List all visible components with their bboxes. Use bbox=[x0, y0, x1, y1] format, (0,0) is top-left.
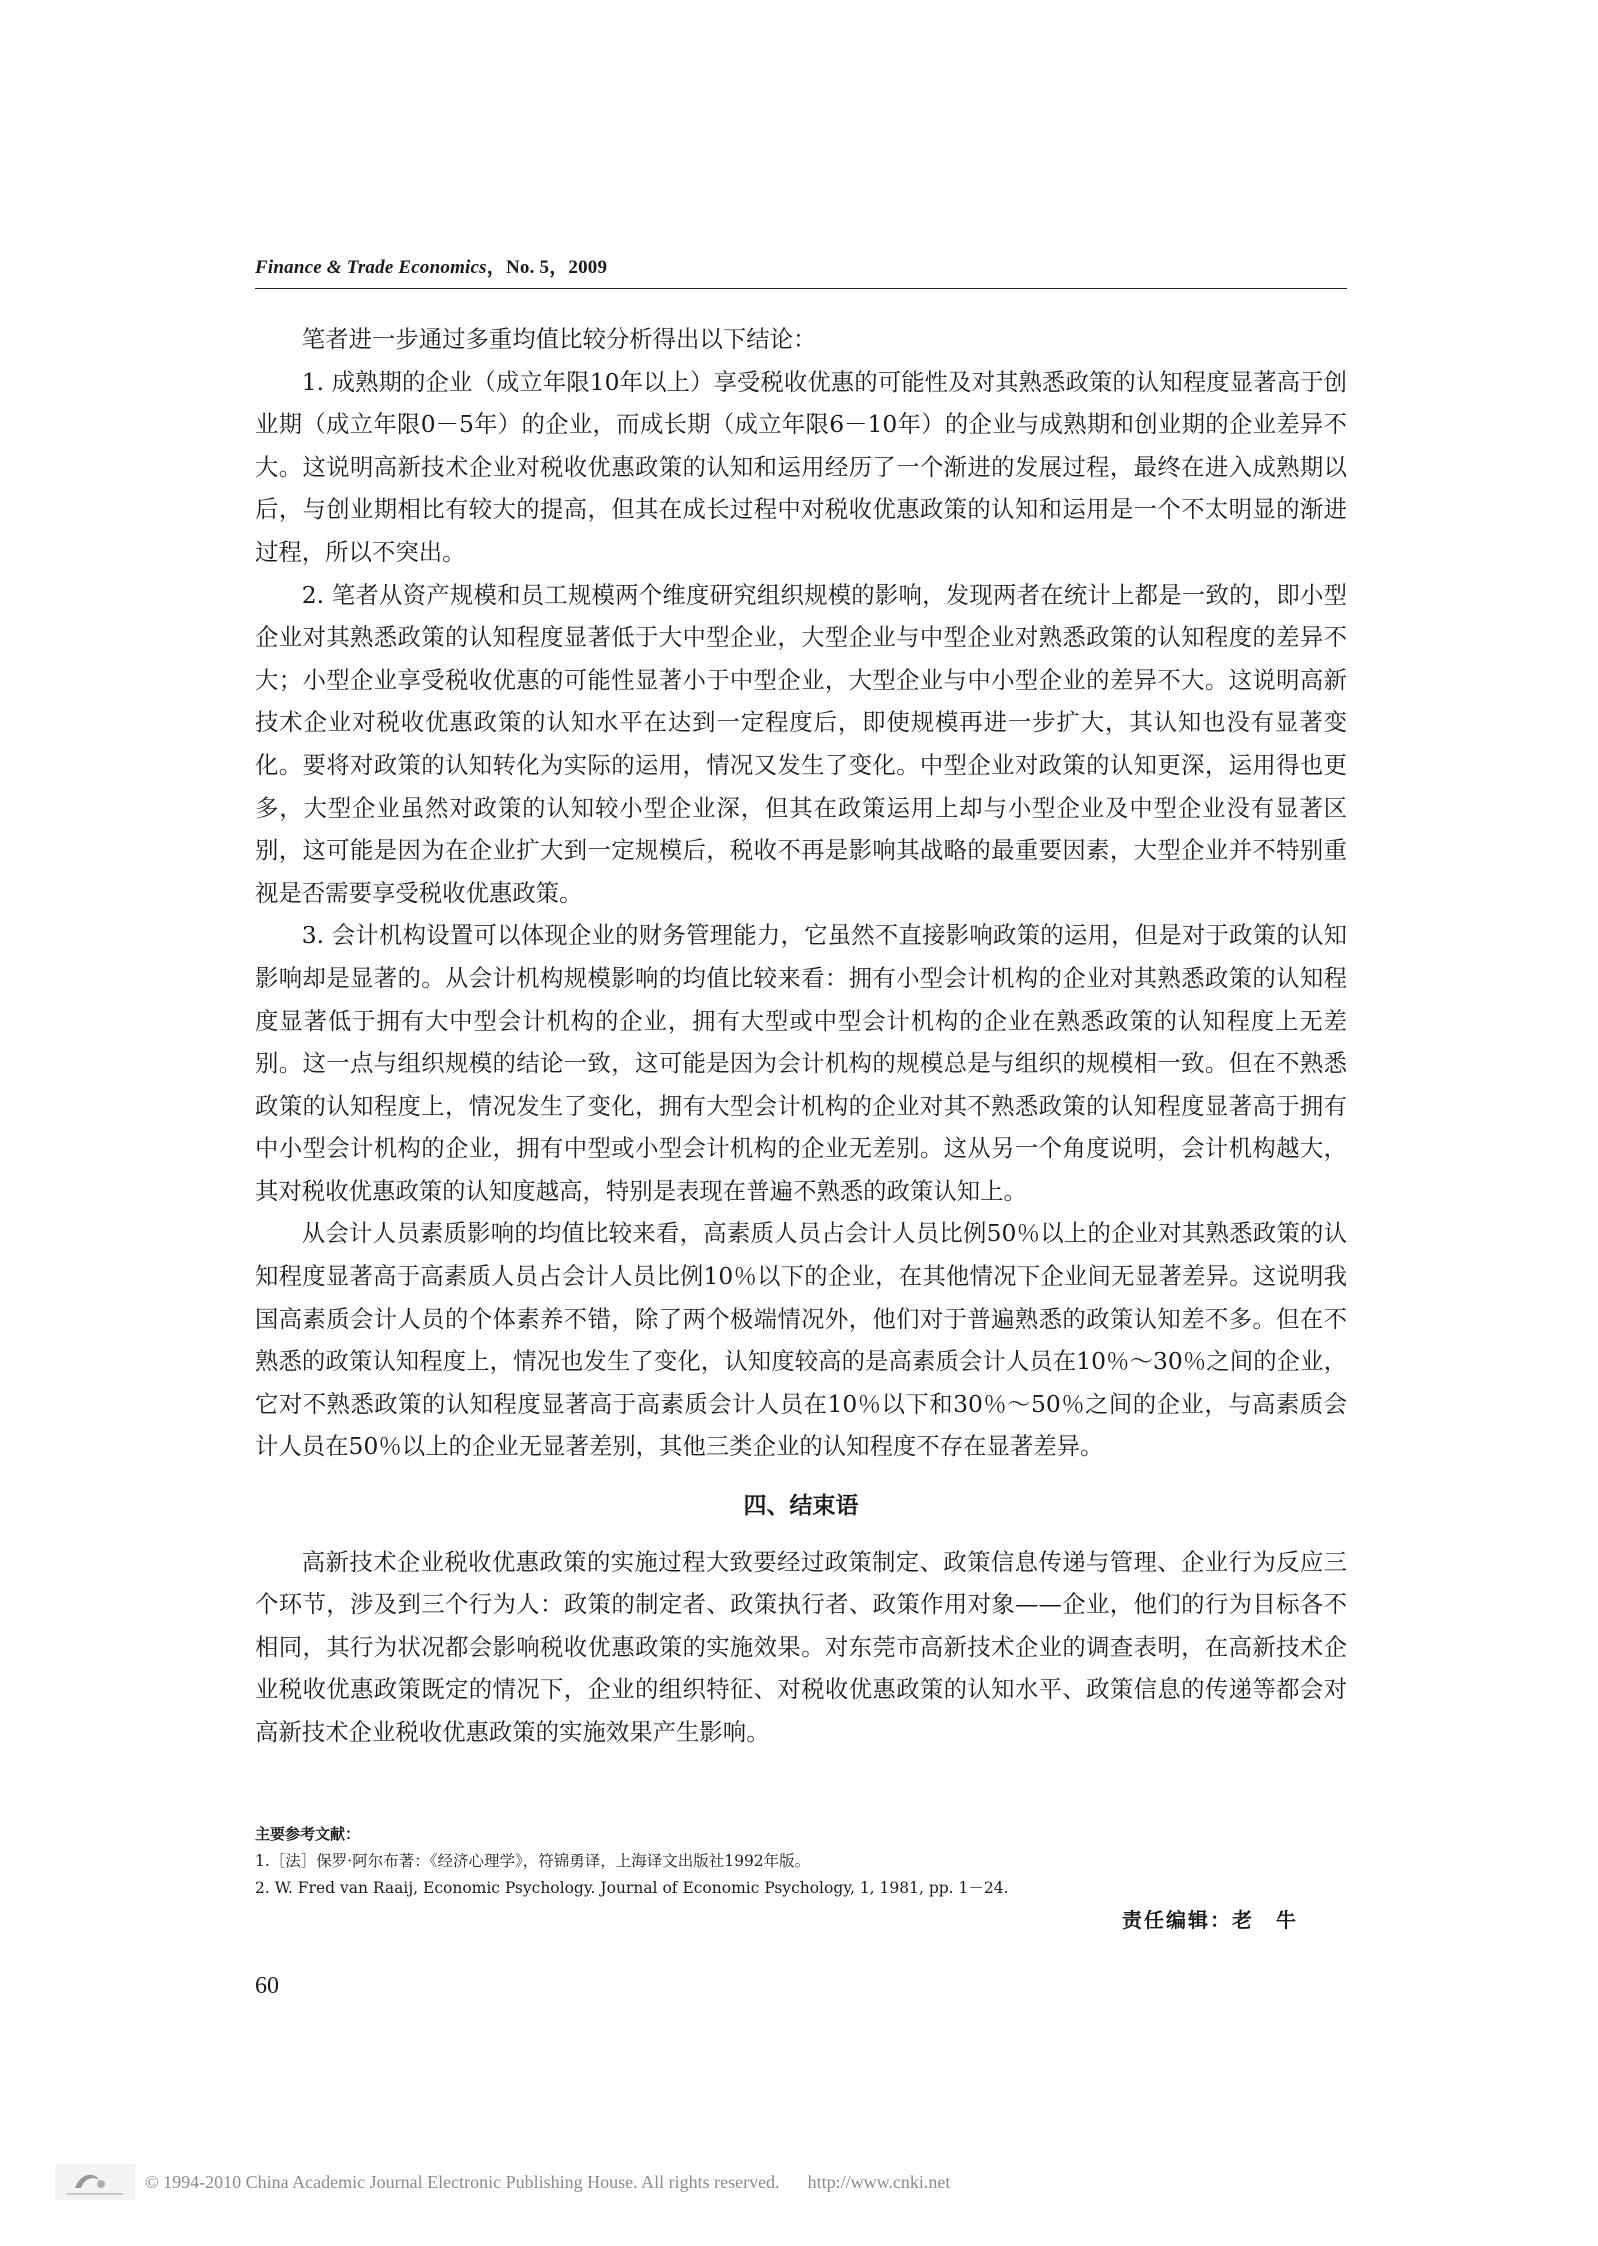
paragraph-accounting-staff: 从会计人员素质影响的均值比较来看，高素质人员占会计人员比例50％以上的企业对其熟悉政策的认知程度显著高于高素质人员占会计人员比例10％以下的企业，在其他情况下企业间无显著差异。这说明我国高素质会计人员的个体素养不错，除了两个极端情况外，他们对于普遍熟悉的政策认知差不多。但在不熟悉的政策认知程度上，情况也发生了变化，认知度较高的是高素质会计人员在10％～30％之间的企业，它对不熟悉政策的认知程度显著高于高素质会计人员在10％以下和30％～50％之间的企业，与高素质会计人员在50％以上的企业无显著差别，其他三类企业的认知程度不存在显著差异。 bbox=[255, 1219, 1347, 1461]
issue-info: ，No. 5，2009 bbox=[486, 257, 608, 278]
cnki-logo-icon bbox=[55, 2164, 135, 2200]
running-header bbox=[255, 252, 1347, 279]
references-title: 主要参考文献： bbox=[255, 1825, 361, 1843]
copyright-footer bbox=[55, 2164, 950, 2200]
journal-name: Finance & Trade Economics bbox=[255, 257, 487, 278]
header-rule bbox=[255, 288, 1347, 289]
paragraph-conclusion-1: 1. 成熟期的企业（成立年限10年以上）享受税收优惠的可能性及对其熟悉政策的认知程度显著高于创业期（成立年限0－5年）的企业，而成长期（成立年限6－10年）的企业与成熟期和创业期的企业差异不大。这说明高新技术企业对税收优惠政策的认知和运用经历了一个渐进的发展过程，最终在进入成熟期以后，与创业期相比有较大的提高，但其在成长过程中对税收优惠政策的认知和运用是一个不太明显的渐进过程，所以不突出。 bbox=[255, 367, 1347, 566]
paragraph-conclusion-3: 3. 会计机构设置可以体现企业的财务管理能力，它虽然不直接影响政策的运用，但是对于政策的认知影响却是显著的。从会计机构规模影响的均值比较来看：拥有小型会计机构的企业对其熟悉政策的认知程度显著低于拥有大中型会计机构的企业，拥有大型或中型会计机构的企业在熟悉政策的认知程度上无差别。这一点与组织规模的结论一致，这可能是因为会计机构的规模总是与组织的规模相一致。但在不熟悉政策的认知程度上，情况发生了变化，拥有大型会计机构的企业对其不熟悉政策的认知程度显著高于拥有中小型会计机构的企业，拥有中型或小型会计机构的企业无差别。这从另一个角度说明，会计机构越大，其对税收优惠政策的认知度越高，特别是表现在普遍不熟悉的政策认知上。 bbox=[255, 921, 1347, 1205]
cnki-link[interactable]: http://www.cnki.net bbox=[807, 2171, 951, 2192]
section-heading: 四、结束语 bbox=[743, 1493, 859, 1520]
references bbox=[255, 1821, 1347, 1902]
reference-item: 2. W. Fred van Raaij, Economic Psychology. Journal of Economic Psychology, 1, 1981, pp. 1－24. bbox=[255, 1879, 1009, 1897]
page-number: 60 bbox=[255, 1973, 279, 1999]
paragraph-intro: 笔者进一步通过多重均值比较分析得出以下结论： bbox=[301, 325, 817, 353]
paragraph-closing: 高新技术企业税收优惠政策的实施过程大致要经过政策制定、政策信息传递与管理、企业行为反应三个环节，涉及到三个行为人：政策的制定者、政策执行者、政策作用对象——企业，他们的行为目标各不相同，其行为状况都会影响税收优惠政策的实施效果。对东莞市高新技术企业的调查表明，在高新技术企业税收优惠政策既定的情况下，企业的组织特征、对税收优惠政策的认知水平、政策信息的传递等都会对高新技术企业税收优惠政策的实施效果产生影响。 bbox=[255, 1547, 1347, 1746]
article-body bbox=[255, 318, 1347, 1754]
responsible-editor: 责任编辑：老 牛 bbox=[1122, 1908, 1298, 1932]
reference-item: 1.［法］保罗·阿尔布著：《经济心理学》，符锦勇译，上海译文出版社1992年版。 bbox=[255, 1852, 811, 1870]
copyright-text: © 1994-2010 China Academic Journal Electronic Publishing House. All rights reserved. bbox=[145, 2171, 780, 2192]
paragraph-conclusion-2: 2. 笔者从资产规模和员工规模两个维度研究组织规模的影响，发现两者在统计上都是一致的，即小型企业对其熟悉政策的认知程度显著低于大中型企业，大型企业与中型企业对熟悉政策的认知程度的差异不大；小型企业享受税收优惠的可能性显著小于中型企业，大型企业与中小型企业的差异不大。这说明高新技术企业对税收优惠政策的认知水平在达到一定程度后，即使规模再进一步扩大，其认知也没有显著变化。要将对政策的认知转化为实际的运用，情况又发生了变化。中型企业对政策的认知更深，运用得也更多，大型企业虽然对政策的认知较小型企业深，但其在政策运用上却与小型企业及中型企业没有显著区别，这可能是因为在企业扩大到一定规模后，税收不再是影响其战略的最重要因素，大型企业并不特别重视是否需要享受税收优惠政策。 bbox=[255, 580, 1347, 907]
